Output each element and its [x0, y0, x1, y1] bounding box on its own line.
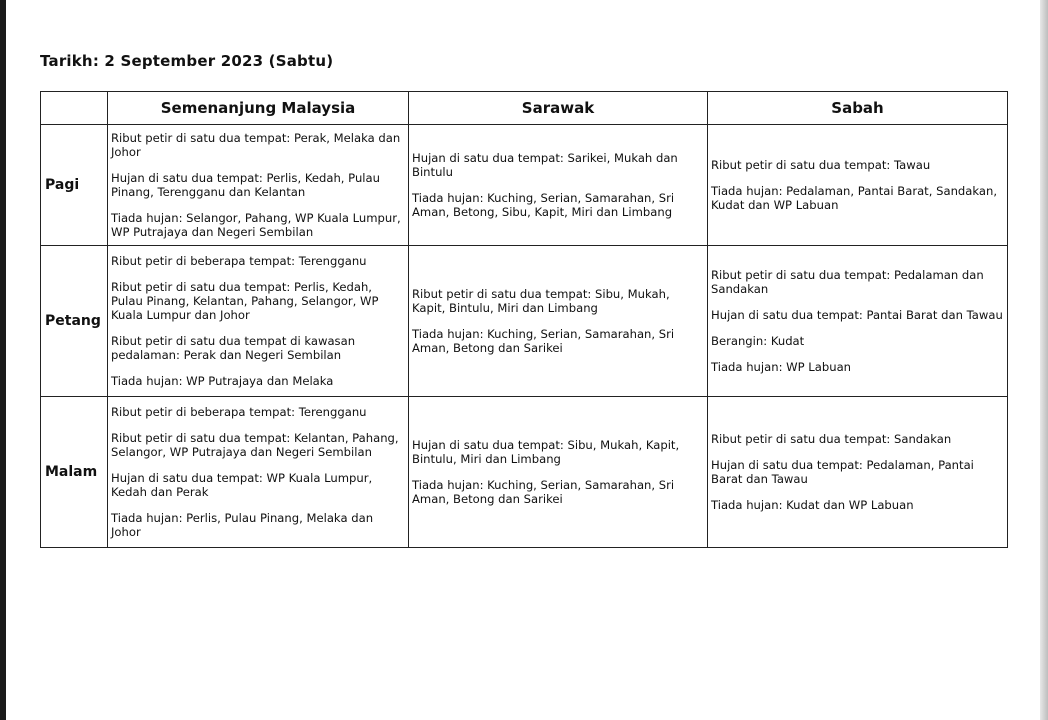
forecast-text: Tiada hujan: Selangor, Pahang, WP Kuala Lumpur, WP Putrajaya dan Negeri Sembilan [111, 211, 401, 239]
page-edge [1040, 0, 1048, 720]
forecast-text: Tiada hujan: Pedalaman, Pantai Barat, Sandakan, Kudat dan WP Labuan [711, 184, 998, 212]
table-row [41, 397, 1008, 548]
sarawak-cell [409, 246, 708, 397]
forecast-text: Hujan di satu dua tempat: WP Kuala Lumpur, Kedah dan Perak [111, 471, 373, 499]
table-row [41, 246, 1008, 397]
forecast-table [40, 91, 1008, 548]
forecast-text: Tiada hujan: Perlis, Pulau Pinang, Melaka dan Johor [111, 511, 374, 539]
forecast-text: Hujan di satu dua tempat: Pedalaman, Pantai Barat dan Tawau [711, 458, 974, 486]
forecast-text: Tiada hujan: WP Putrajaya dan Melaka [111, 374, 334, 388]
semenanjung-cell [108, 125, 409, 246]
forecast-text: Berangin: Kudat [711, 334, 805, 348]
header-sarawak: Sarawak [409, 92, 708, 125]
period-label: Petang [41, 246, 108, 397]
forecast-text: Ribut petir di satu dua tempat: Sandakan [711, 432, 952, 446]
header-semenanjung: Semenanjung Malaysia [108, 92, 409, 125]
forecast-text: Ribut petir di satu dua tempat: Tawau [711, 158, 931, 172]
period-label: Pagi [41, 125, 108, 246]
document-page [6, 0, 1040, 720]
date-title: Tarikh: 2 September 2023 (Sabtu) [40, 52, 334, 70]
forecast-text: Tiada hujan: Kuching, Serian, Samarahan, Sri Aman, Betong dan Sarikei [412, 327, 675, 355]
sabah-cell [708, 397, 1008, 548]
forecast-text: Tiada hujan: Kuching, Serian, Samarahan, Sri Aman, Betong, Sibu, Kapit, Miri dan Limbang [412, 191, 675, 219]
semenanjung-cell [108, 246, 409, 397]
period-label: Malam [41, 397, 108, 548]
forecast-text: Tiada hujan: WP Labuan [711, 360, 852, 374]
forecast-text: Ribut petir di satu dua tempat: Kelantan, Pahang, Selangor, WP Putrajaya dan Negeri Sembilan [111, 431, 399, 459]
sabah-cell [708, 125, 1008, 246]
forecast-text: Ribut petir di satu dua tempat di kawasan pedalaman: Perak dan Negeri Sembilan [111, 334, 356, 362]
table-header-row [41, 92, 1008, 125]
forecast-text: Hujan di satu dua tempat: Sarikei, Mukah dan Bintulu [412, 151, 678, 179]
forecast-text: Hujan di satu dua tempat: Perlis, Kedah, Pulau Pinang, Terengganu dan Kelantan [111, 171, 380, 199]
table-row [41, 125, 1008, 246]
forecast-text: Hujan di satu dua tempat: Sibu, Mukah, Kapit, Bintulu, Miri dan Limbang [412, 438, 680, 466]
header-period [41, 92, 108, 125]
forecast-text: Tiada hujan: Kudat dan WP Labuan [711, 498, 914, 512]
sarawak-cell [409, 397, 708, 548]
forecast-text: Ribut petir di satu dua tempat: Sibu, Mukah, Kapit, Bintulu, Miri dan Limbang [412, 287, 670, 315]
sarawak-cell [409, 125, 708, 246]
forecast-text: Hujan di satu dua tempat: Pantai Barat dan Tawau [711, 308, 1003, 322]
header-sabah: Sabah [708, 92, 1008, 125]
forecast-text: Ribut petir di beberapa tempat: Terengganu [111, 405, 367, 419]
forecast-text: Ribut petir di satu dua tempat: Perlis, Kedah, Pulau Pinang, Kelantan, Pahang, Selangor, WP Kuala Lumpur dan Johor [111, 280, 379, 322]
forecast-text: Ribut petir di satu dua tempat: Pedalaman dan Sandakan [711, 268, 984, 296]
sabah-cell [708, 246, 1008, 397]
forecast-text: Ribut petir di beberapa tempat: Terengganu [111, 254, 367, 268]
semenanjung-cell [108, 397, 409, 548]
forecast-text: Ribut petir di satu dua tempat: Perak, Melaka dan Johor [111, 131, 401, 159]
forecast-text: Tiada hujan: Kuching, Serian, Samarahan, Sri Aman, Betong dan Sarikei [412, 478, 675, 506]
